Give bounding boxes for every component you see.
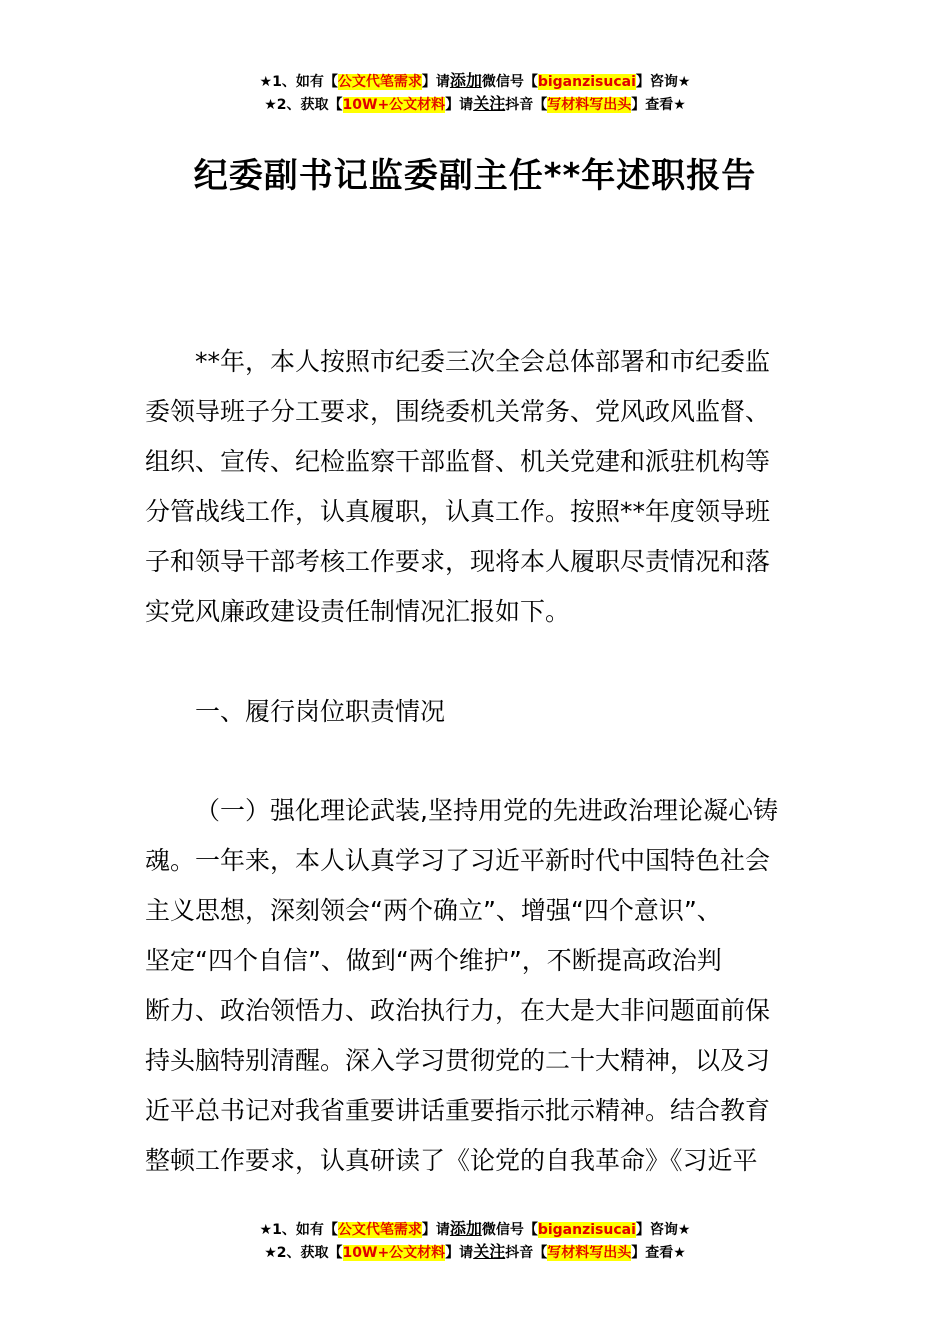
promo-banner-bottom [0,1218,950,1264]
section-heading: 一、履行岗位职责情况 [195,697,446,726]
document-title: 纪委副书记监委副主任**年述职报告 [193,156,757,196]
paragraph-intro: **年，本人按照市纪委三次全会总体部署和市纪委监 委领导班子分工要求，围绕委机关常务、党风政风监督、 组织、宣传、纪检监察干部监督、机关党建和派驻机构等 分管战线工作，认真履职，认真工作。按照**年度领导班 子和领导干部考核工作要求，现将本人履职尽责情况和落 实党风廉政建设责任制情况汇报如下。 [145,347,771,626]
promo-line-1: ★1、如有【公文代笔需求】请添加微信号【biganzisucai】咨询★ [259,1219,691,1238]
paragraph-theory: （一）强化理论武装,坚持用党的先进政治理论凝心铸 魂。一年来，本人认真学习了习近平新时代中国特色社会 主义思想，深刻领会“两个确立”、增强“四个意识”、 坚定“四个自信”、做到“两个维护”，不断提高政治判 断力、政治领悟力、政治执行力，在大是大非问题面前保 持头脑特别清醒。深入学习贯彻党的二十大精神，以及习 近平总书记对我省重要讲话重要指示批示精神。结合教育 整顿工作要求，认真研读了《论党的自我革命》《习近平 [145,796,778,1175]
promo-line-2: ★2、获取【10W+公文材料】请关注抖音【写材料写出头】查看★ [264,94,686,113]
promo-banner-top [0,70,950,116]
promo-line-2: ★2、获取【10W+公文材料】请关注抖音【写材料写出头】查看★ [264,1242,686,1261]
promo-line-1: ★1、如有【公文代笔需求】请添加微信号【biganzisucai】咨询★ [259,71,691,90]
